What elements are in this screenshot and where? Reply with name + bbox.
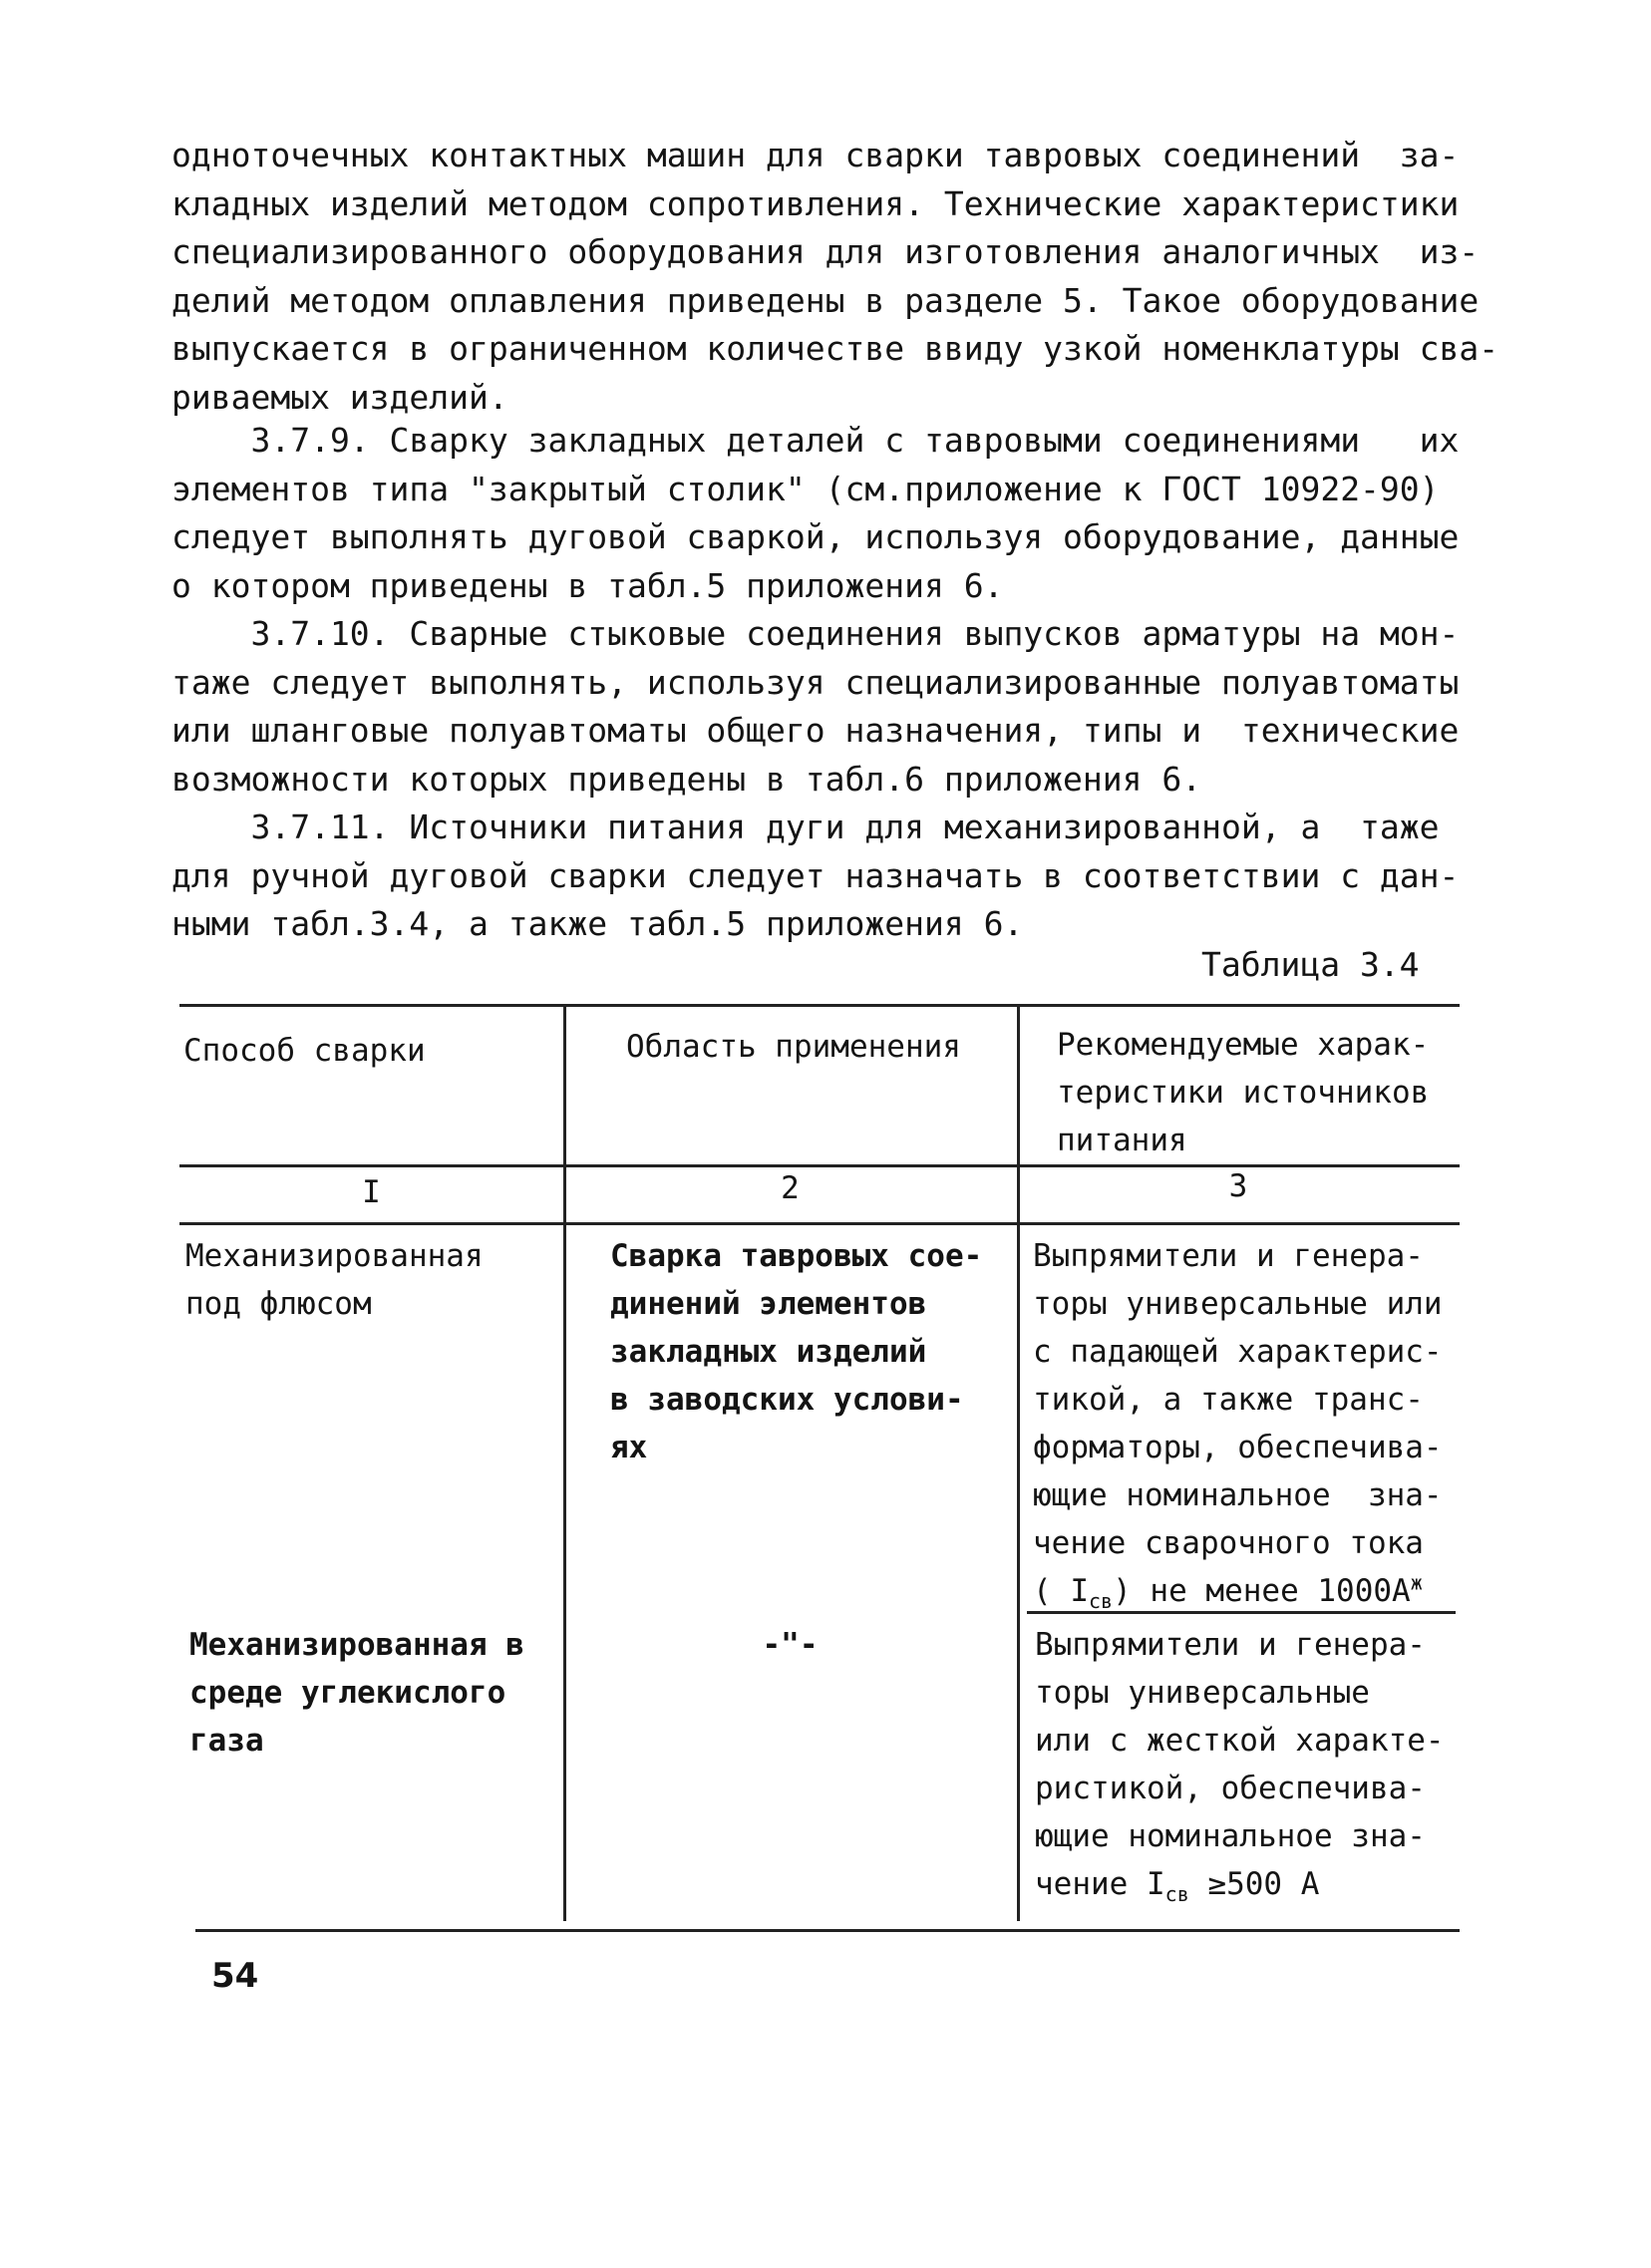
column-number-1: I [362,1174,381,1210]
cell-text: тикой, а также транс- [1033,1382,1424,1418]
cell-text: или с жесткой характе- [1035,1723,1445,1759]
paragraph-3-7-10 [171,610,1468,804]
column-divider-2 [1017,1004,1020,1921]
header-application [626,1023,1005,1071]
cell-text: под флюсом [185,1286,372,1322]
header-text: питания [1057,1123,1187,1158]
text-line: таже следует выполнять, используя специализированные полуавтоматы [171,662,1460,702]
text-line: или шланговые полуавтоматы общего назначения, типы и технические [171,711,1460,750]
cell-text: ях [610,1430,648,1465]
footnote-mark: ж [1410,1570,1423,1595]
cell-text: с падающей характерис- [1033,1334,1443,1370]
text-line: кладных изделий методом сопротивления. Технические характеристики [171,183,1460,223]
table-bottom-rule [195,1929,1460,1932]
cell-text: торы универсальные [1035,1675,1370,1711]
cell-text: форматоры, обеспечива- [1033,1430,1443,1465]
header-text: теристики источников [1057,1075,1430,1111]
cell-text: Сварка тавровых сое- [610,1238,983,1274]
paragraph-intro [171,132,1499,422]
cell-text: газа [189,1723,264,1759]
text-fragment: чение I [1035,1866,1165,1902]
cell-text: Выпрямители и генера- [1035,1627,1426,1663]
text-line: ными табл.3.4, а также табл.5 приложения 6. [171,904,1024,943]
cell-text: ющие номинальное зна- [1035,1818,1426,1854]
subscript: св [1089,1589,1114,1614]
text-line: 3.7.11. Источники питания дуги для механизированной, а таже [171,808,1440,846]
cell-text: Механизированная в [189,1627,524,1663]
text-fragment: ( I [1033,1573,1089,1609]
subscript: св [1164,1882,1189,1907]
cell-text: ристикой, обеспечива- [1035,1771,1426,1806]
text-line: делий методом оплавления приведены в разделе 5. Такое оборудование [171,280,1480,320]
header-text: Область применения [626,1029,961,1065]
text-line: специализированного оборудования для изготовления аналогичных из- [171,232,1480,271]
row2-application-ditto [563,1621,1017,1669]
cell-text-current [1035,1860,1459,1908]
header-text: Рекомендуемые харак- [1057,1027,1430,1063]
cell-text: ющие номинальное зна- [1033,1477,1443,1513]
text-line: элементов типа "закрытый столик" (см.приложение к ГОСТ 10922-90) [171,469,1440,508]
table-top-rule [179,1004,1460,1007]
row1-method [185,1232,554,1328]
cell-text: чение сварочного тока [1033,1525,1424,1561]
column-numbers-rule [179,1222,1460,1225]
page-number: 54 [211,1956,259,1996]
text-line: 3.7.9. Сварку закладных деталей с тавровыми соединениями их [171,421,1460,460]
column-number-2: 2 [781,1170,800,1206]
text-line: следует выполнять дуговой сваркой, используя оборудование, данные [171,517,1460,556]
text-line: выпускается в ограниченном количестве ввиду узкой номенклатуры сва- [171,329,1499,368]
text-line: возможности которых приведены в табл.6 приложения 6. [171,759,1202,799]
cell-text-current [1033,1567,1457,1615]
header-text: Способ сварки [183,1033,426,1069]
paragraph-3-7-9 [171,417,1468,610]
text-line: для ручной дуговой сварки следует назначать в соответствии с дан- [171,855,1460,895]
cell-text: среде углекислого [189,1675,506,1711]
row2-method [189,1621,558,1765]
row1-characteristics [1033,1232,1457,1615]
text-fragment: ≥500 А [1188,1866,1320,1902]
row1-application [610,1232,1009,1471]
text-line: 3.7.10. Сварные стыковые соединения выпусков арматуры на мон- [171,614,1460,653]
row2-characteristics [1035,1621,1459,1908]
table-caption: Таблица 3.4 [1201,945,1420,984]
text-line: риваемых изделий. [171,377,508,417]
ditto-mark: -"- [762,1627,819,1663]
cell-text: закладных изделий [610,1334,927,1370]
cell-text: Выпрямители и генера- [1033,1238,1424,1274]
header-weld-method [183,1027,552,1075]
text-fragment: ) не менее 1000А [1113,1573,1411,1609]
header-characteristics [1057,1021,1466,1164]
cell-text: в заводских услови- [610,1382,964,1418]
text-line: одноточечных контактных машин для сварки тавровых соединений за- [171,136,1460,174]
column-number-3: 3 [1228,1168,1248,1204]
text-line: о котором приведены в табл.5 приложения 6. [171,565,1004,605]
cell-text: торы универсальные или [1033,1286,1443,1322]
cell-text: динений элементов [610,1286,927,1322]
paragraph-3-7-11 [171,804,1468,949]
cell-text: Механизированная [185,1238,484,1274]
column-divider-1 [563,1004,566,1921]
